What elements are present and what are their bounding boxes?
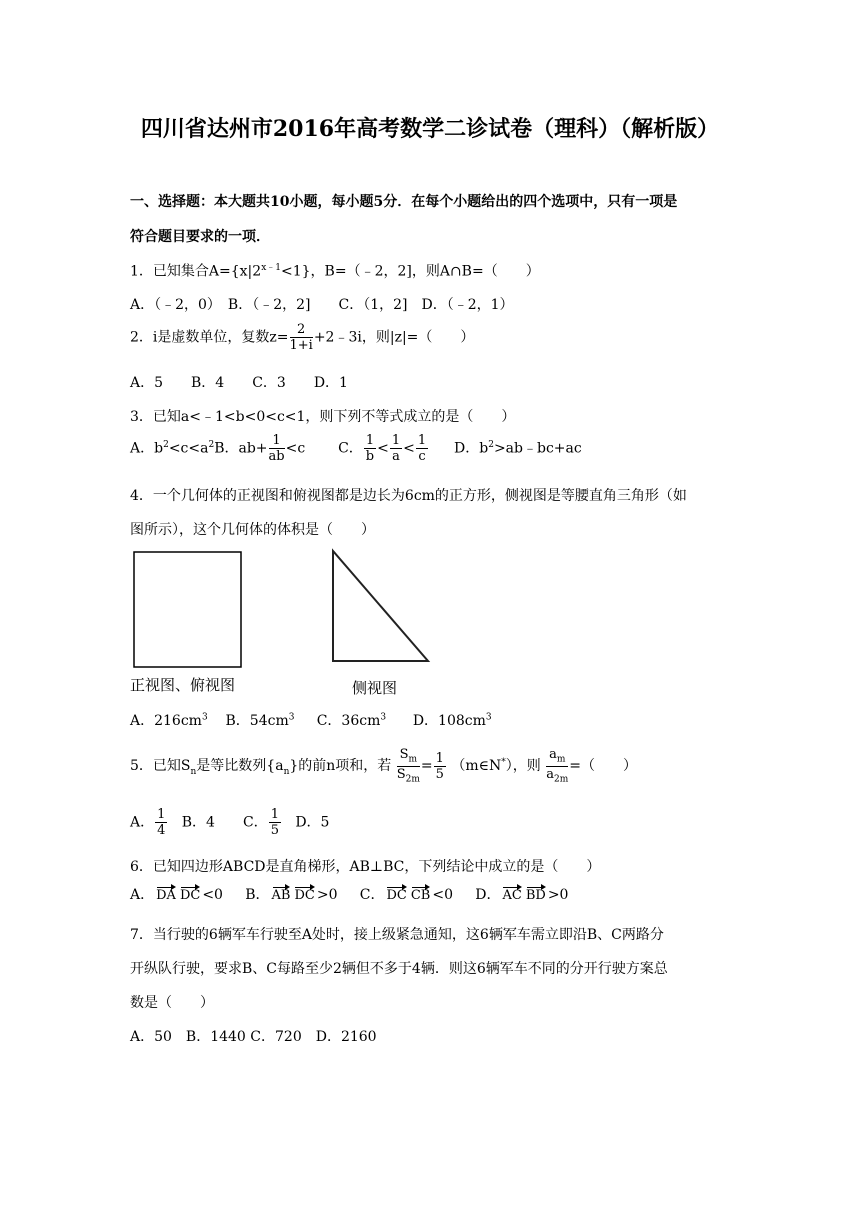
vector-DA: DA <box>156 884 176 903</box>
q7-stem-line1: 7．当行驶的6辆军车行驶至A处时，接上级紧急通知，这6辆军车需立即沿B、C两路分 <box>130 927 664 943</box>
fraction: $\frac{1}{a}$ <box>391 433 401 464</box>
fraction: $\frac{1}{ab}$ <box>268 433 285 464</box>
q4-options: A．$216cm^3$ B．$54cm^3$ C．$36cm^3$ D．$108cm^3$ <box>130 712 492 729</box>
vector-DC: DC <box>386 884 406 903</box>
fraction: $\frac{S_m}{S_{2m}}$ <box>396 747 420 785</box>
front-top-view-square <box>134 552 241 667</box>
vector-AB: AB <box>272 884 291 903</box>
q2-options: A．5 B．4 C．3 D．1 <box>130 375 348 391</box>
q1-stem: 1．已知集合$A=\{x|2^{x﹣1}<1\}$，B=（﹣2，2]，则A∩B=（ ） <box>130 263 540 280</box>
q6-options: A． DA DC <0 B． AB DC >0 C． DC CB <0 D． AC BD >0 <box>130 884 568 904</box>
page-title: 四川省达州市2016年高考数学二诊试卷（理科）（解析版） <box>140 116 720 142</box>
section-heading-line1: 一、选择题：本大题共10小题，每小题5分．在每个小题给出的四个选项中，只有一项是 <box>130 194 678 210</box>
three-view-figure <box>125 545 445 680</box>
q7-options: A．50 B．1440 C．720 D．2160 <box>130 1029 377 1045</box>
q3-stem: 3．已知a<﹣1<b<0<c<1，则下列不等式成立的是（ ） <box>130 409 516 425</box>
vector-DC: DC <box>180 884 200 903</box>
caption-front-top-view: 正视图、俯视图 <box>130 676 236 694</box>
q7-stem-line2: 开纵队行驶，要求B、C每路至少2辆但不多于4辆．则这6辆军车不同的分开行驶方案总 <box>130 961 668 977</box>
q3-options: A．$b^2<c<a^2B$．ab+ $\frac{1}{ab}$ <c C． $\frac{1}{b}$ < $\frac{1}{a}$ < $\frac{1}{c}$ D．$b^2>ab﹣bc+ac$ <box>130 433 582 464</box>
q1-options: A．（﹣2，0） B．（﹣2，2] C．（1，2] D．（﹣2，1） <box>130 297 514 313</box>
q4-stem-line2: 图所示），这个几何体的体积是（ ） <box>130 522 375 538</box>
fraction: $\frac{1}{b}$ <box>365 433 375 464</box>
fraction: $\frac{2}{1+i}$ <box>289 322 313 353</box>
fraction: $\frac{1}{5}$ <box>435 750 444 782</box>
vector-AC: AC <box>502 884 521 903</box>
q5-options: A． $\frac{1}{4}$ B．4 C． $\frac{1}{5}$ D．5 <box>130 807 330 838</box>
q7-stem-line3: 数是（ ） <box>130 995 214 1011</box>
section-heading-line2: 符合题目要求的一项． <box>130 229 270 245</box>
fraction: $\frac{1}{c}$ <box>417 433 427 464</box>
fraction: $\frac{a_m}{a_{2m}}$ <box>546 747 569 785</box>
vector-DC: DC <box>294 884 314 903</box>
fraction: $\frac{1}{4}$ <box>157 807 166 838</box>
caption-side-view: 侧视图 <box>352 679 398 697</box>
vector-BD: BD <box>526 884 546 903</box>
q4-stem-line1: 4．一个几何体的正视图和俯视图都是边长为6cm的正方形，侧视图是等腰直角三角形（如 <box>130 488 687 504</box>
fraction: $\frac{1}{5}$ <box>270 807 279 838</box>
q2-stem: 2．i是虚数单位，复数z= $\frac{2}{1+i}$ +2﹣3i，则|z|=（ ） <box>130 322 475 353</box>
vector-CB: CB <box>411 884 431 903</box>
side-view-triangle <box>333 551 428 661</box>
q5-stem: 5．已知$S_n$是等比数列$\{a_n\}$的前n项和，若 $\frac{S_m}{S_{2m}}$ = $\frac{1}{5}$ （m∈N*），则 $\frac{a_m}{a_{2m}}$ =（ ） <box>130 747 637 785</box>
q6-stem: 6．已知四边形ABCD是直角梯形，AB⊥BC，下列结论中成立的是（ ） <box>130 859 601 875</box>
